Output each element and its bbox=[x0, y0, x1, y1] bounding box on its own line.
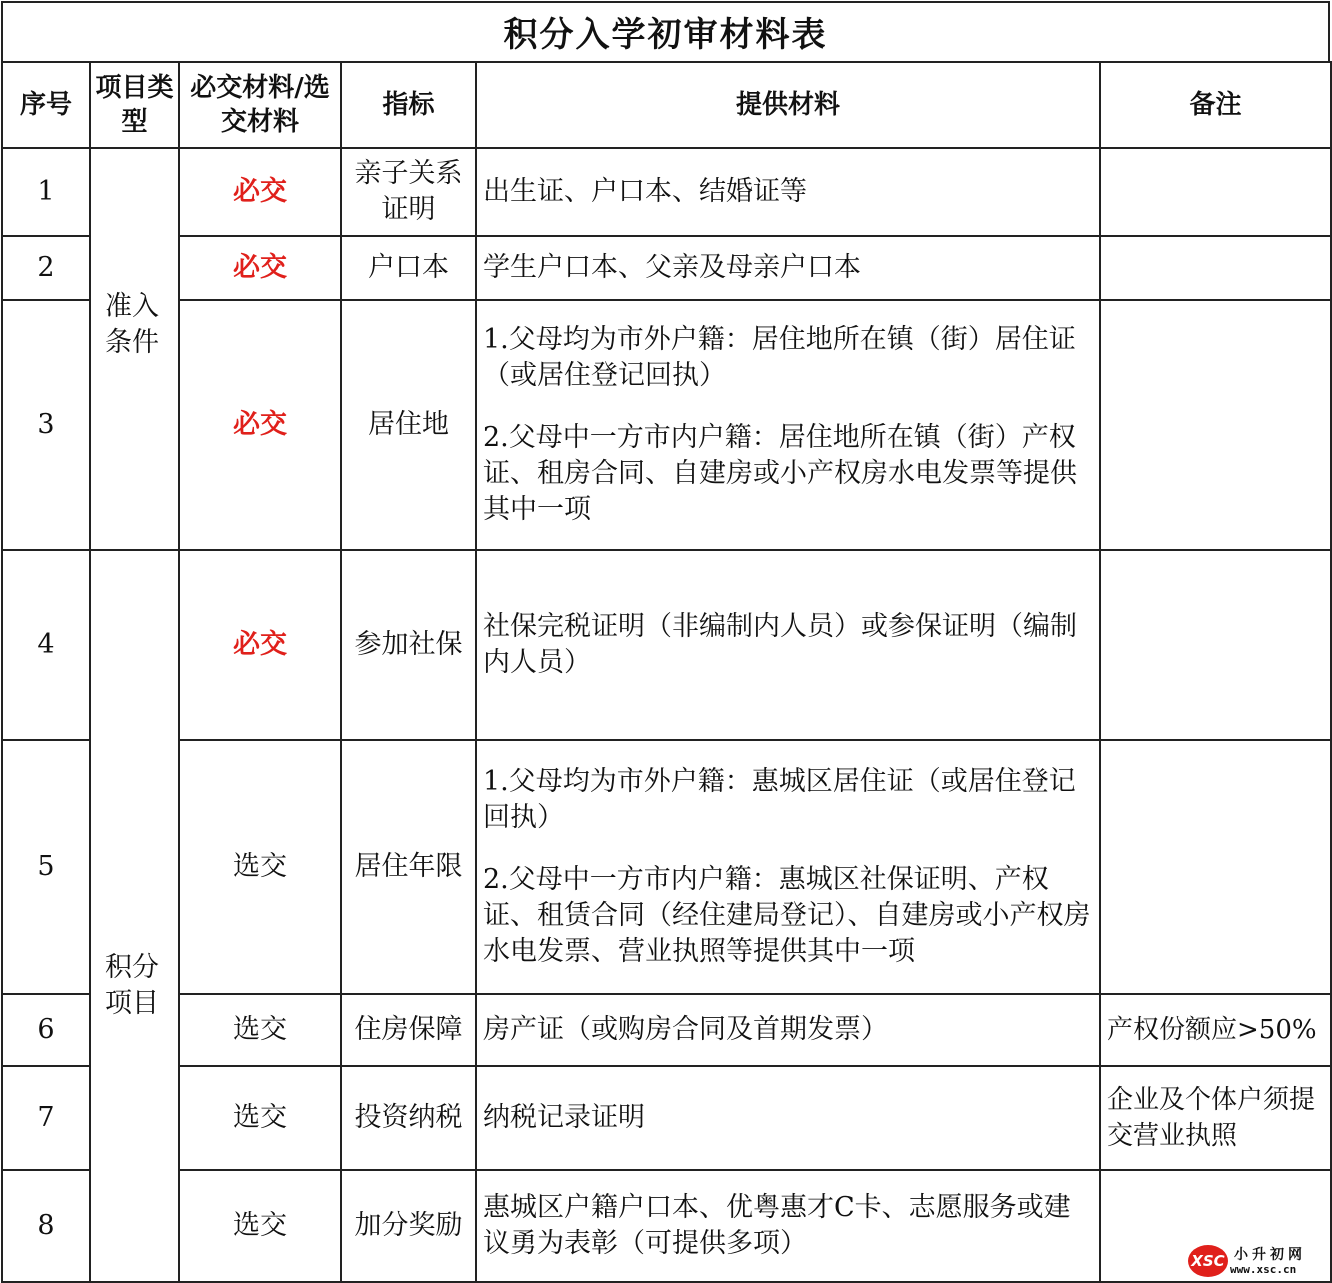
header-row bbox=[2, 62, 1331, 148]
row-seq: 4 bbox=[2, 550, 90, 740]
row-materials: 惠城区户籍户口本、优粤惠才C卡、志愿服务或建议勇为表彰（可提供多项） bbox=[476, 1170, 1100, 1282]
material-line: 1.父母均为市外户籍：居住地所在镇（街）居住证（或居住登记回执） bbox=[483, 324, 1076, 391]
header-required: 必交材料/选交材料 bbox=[179, 62, 341, 148]
header-seq: 序号 bbox=[2, 62, 90, 148]
header-indicator: 指标 bbox=[341, 62, 476, 148]
row-materials: 社保完税证明（非编制内人员）或参保证明（编制内人员） bbox=[476, 550, 1100, 740]
row-indicator: 居住年限 bbox=[341, 740, 476, 994]
row-remarks: 产权份额应>50% bbox=[1100, 994, 1331, 1066]
row-indicator: 居住地 bbox=[341, 300, 476, 550]
table-row bbox=[2, 1066, 1331, 1170]
table-row bbox=[2, 740, 1331, 994]
row-indicator: 户口本 bbox=[341, 236, 476, 300]
table-row bbox=[2, 994, 1331, 1066]
header-remarks: 备注 bbox=[1100, 62, 1331, 148]
row-required: 必交 bbox=[179, 300, 341, 550]
material-line: 1.父母均为市外户籍：惠城区居住证（或居住登记回执） bbox=[483, 766, 1076, 833]
row-seq: 2 bbox=[2, 236, 90, 300]
row-remarks bbox=[1100, 550, 1331, 740]
logo-url: www.xsc.cn bbox=[1230, 1263, 1297, 1276]
row-indicator-text: 亲子关系证明 bbox=[354, 158, 463, 225]
table-row bbox=[2, 300, 1331, 550]
row-remarks: 企业及个体户须提交营业执照 bbox=[1100, 1066, 1331, 1170]
row-remarks bbox=[1100, 236, 1331, 300]
row-seq: 5 bbox=[2, 740, 90, 994]
row-seq: 3 bbox=[2, 300, 90, 550]
row-remarks bbox=[1100, 148, 1331, 236]
material-line: 2.父母中一方市内户籍：惠城区社保证明、产权证、租赁合同（经住建局登记）、自建房或小产权房水电发票、营业执照等提供其中一项 bbox=[483, 864, 1091, 967]
row-materials: 出生证、户口本、结婚证等 bbox=[476, 148, 1100, 236]
row-seq: 8 bbox=[2, 1170, 90, 1282]
table-row bbox=[2, 550, 1331, 740]
row-indicator: 投资纳税 bbox=[341, 1066, 476, 1170]
row-remarks bbox=[1100, 300, 1331, 550]
table-row bbox=[2, 236, 1331, 300]
table-row bbox=[2, 148, 1331, 236]
group-points-label: 积分项目 bbox=[105, 952, 159, 1019]
logo-badge: XSC bbox=[1188, 1245, 1228, 1277]
row-indicator bbox=[341, 148, 476, 236]
row-indicator: 参加社保 bbox=[341, 550, 476, 740]
row-required: 选交 bbox=[179, 740, 341, 994]
row-seq: 1 bbox=[2, 148, 90, 236]
row-seq: 7 bbox=[2, 1066, 90, 1170]
row-indicator: 住房保障 bbox=[341, 994, 476, 1066]
watermark-logo bbox=[1188, 1243, 1328, 1279]
table-row bbox=[2, 1170, 1331, 1282]
material-line: 2.父母中一方市内户籍：居住地所在镇（街）产权证、租房合同、自建房或小产权房水电发票等提供其中一项 bbox=[483, 422, 1077, 525]
row-materials bbox=[476, 740, 1100, 994]
row-required: 选交 bbox=[179, 1170, 341, 1282]
group-admission-label: 准入条件 bbox=[105, 291, 159, 358]
logo-brand: 小升初网 bbox=[1234, 1247, 1306, 1263]
row-materials: 房产证（或购房合同及首期发票） bbox=[476, 994, 1100, 1066]
row-materials bbox=[476, 300, 1100, 550]
header-materials: 提供材料 bbox=[476, 62, 1100, 148]
row-indicator: 加分奖励 bbox=[341, 1170, 476, 1282]
row-required: 必交 bbox=[179, 550, 341, 740]
group-admission bbox=[90, 148, 179, 550]
row-required: 选交 bbox=[179, 994, 341, 1066]
materials-table bbox=[1, 61, 1332, 1283]
sheet-title: 积分入学初审材料表 bbox=[1, 1, 1330, 61]
row-required: 必交 bbox=[179, 236, 341, 300]
row-required: 选交 bbox=[179, 1066, 341, 1170]
row-seq: 6 bbox=[2, 994, 90, 1066]
group-points bbox=[90, 550, 179, 1282]
row-materials: 纳税记录证明 bbox=[476, 1066, 1100, 1170]
header-type: 项目类型 bbox=[90, 62, 179, 148]
row-required: 必交 bbox=[179, 148, 341, 236]
row-materials: 学生户口本、父亲及母亲户口本 bbox=[476, 236, 1100, 300]
row-remarks bbox=[1100, 740, 1331, 994]
